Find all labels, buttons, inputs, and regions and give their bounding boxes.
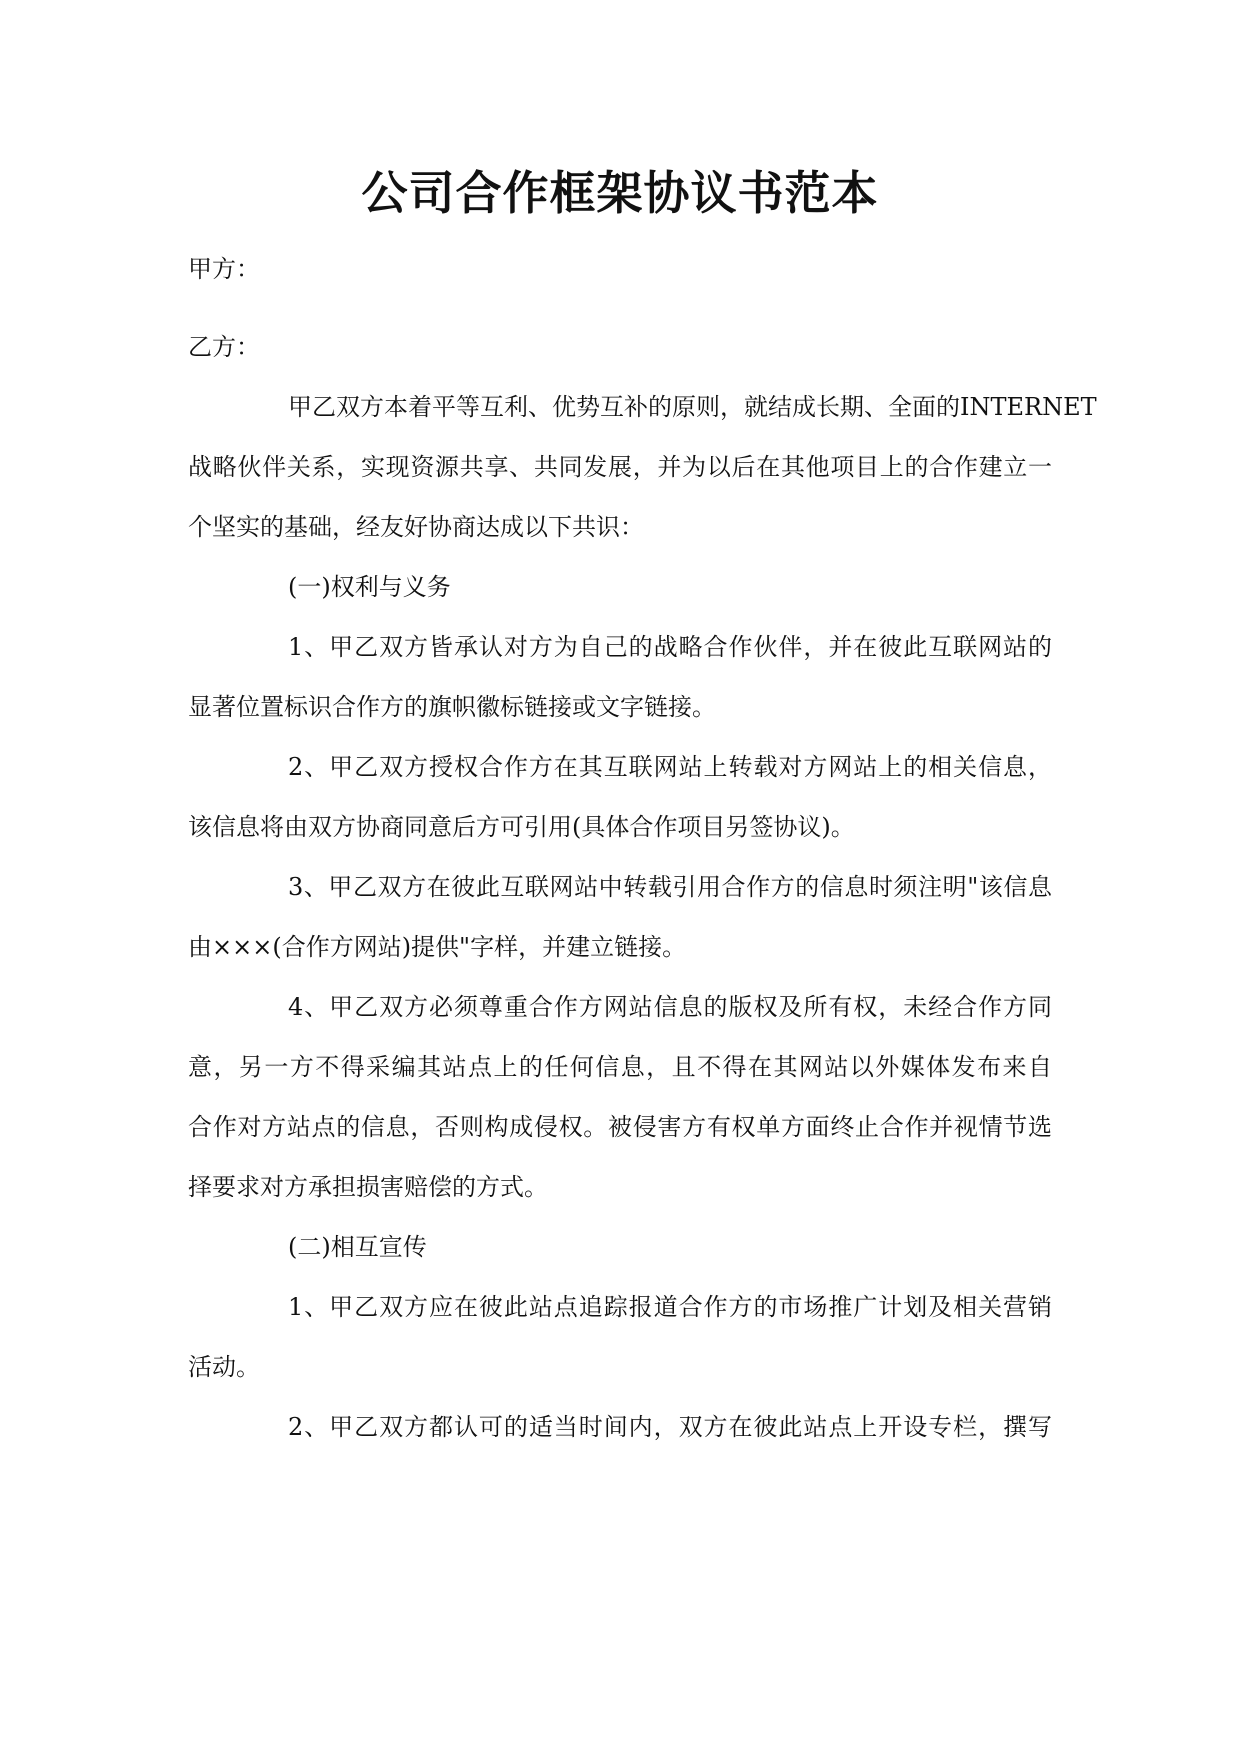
preamble-line: 甲乙双方本着平等互利、优势互补的原则，就结成长期、全面的INTERNET [288, 393, 1097, 421]
party-b-label: 乙方： [188, 333, 260, 361]
clause-line: 该信息将由双方协商同意后方可引用(具体合作项目另签协议)。 [188, 813, 855, 841]
clause-line: 1、甲乙双方应在彼此站点追踪报道合作方的市场推广计划及相关营销 [288, 1293, 1052, 1321]
clause-line: 显著位置标识合作方的旗帜徽标链接或文字链接。 [188, 693, 716, 721]
clause-line: 4、甲乙双方必须尊重合作方网站信息的版权及所有权，未经合作方同 [288, 993, 1052, 1021]
party-a-label: 甲方： [188, 255, 260, 283]
document-title: 公司合作框架协议书范本 [361, 166, 879, 220]
clause-line: 2、甲乙双方都认可的适当时间内，双方在彼此站点上开设专栏，撰写 [288, 1413, 1052, 1441]
section-heading-promotion: (二)相互宣传 [288, 1233, 427, 1261]
preamble-line: 战略伙伴关系，实现资源共享、共同发展，并为以后在其他项目上的合作建立一 [188, 453, 1052, 481]
clause-line: 由×××(合作方网站)提供"字样，并建立链接。 [188, 933, 687, 961]
clause-line: 择要求对方承担损害赔偿的方式。 [188, 1173, 548, 1201]
clause-line: 2、甲乙双方授权合作方在其互联网站上转载对方网站上的相关信息， [288, 753, 1052, 781]
clause-line: 3、甲乙双方在彼此互联网站中转载引用合作方的信息时须注明"该信息 [288, 873, 1052, 901]
clause-line: 合作对方站点的信息，否则构成侵权。被侵害方有权单方面终止合作并视情节选 [188, 1113, 1052, 1141]
clause-line: 活动。 [188, 1353, 260, 1381]
clause-line: 意，另一方不得采编其站点上的任何信息，且不得在其网站以外媒体发布来自 [188, 1053, 1052, 1081]
clause-line: 1、甲乙双方皆承认对方为自己的战略合作伙伴，并在彼此互联网站的 [288, 633, 1052, 661]
section-heading-rights: (一)权利与义务 [288, 573, 451, 601]
preamble-line: 个坚实的基础，经友好协商达成以下共识： [188, 513, 644, 541]
